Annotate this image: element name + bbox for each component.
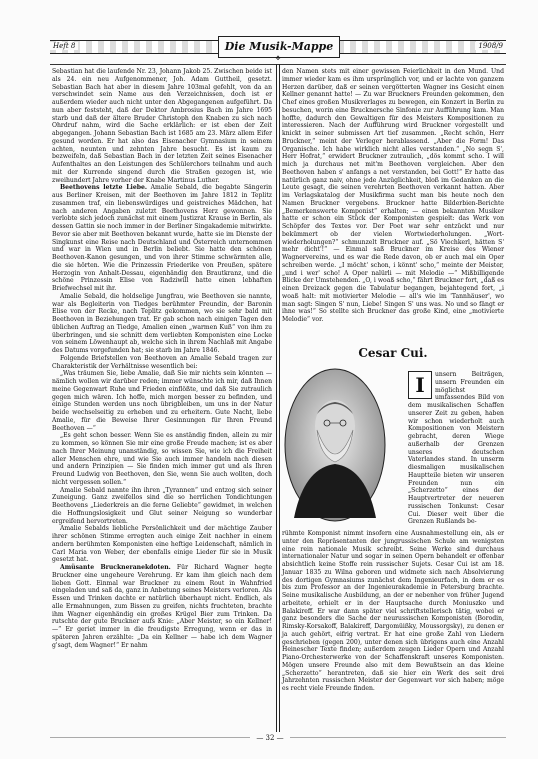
portrait-icon bbox=[284, 368, 386, 522]
header-ornament-icon: ✥ bbox=[275, 55, 281, 62]
page-number: — 32 — bbox=[250, 734, 290, 742]
magazine-title: Die Musik-Mappe bbox=[218, 36, 340, 58]
left-column bbox=[52, 68, 272, 649]
weber-paragraph: Amalie Sebalds liebliche Persönlichkeit und der mächtige Zauber ihrer schönen Stimme erregten auch einige Zeit nachher in einem andern berühmten Komponisten eine heftige Leidenschaft, nämlich in Carl Maria von Weber, der ebenfalls einige Lieder für sie in Musik gesetzt hat. bbox=[52, 525, 272, 564]
cui-intro-column bbox=[408, 371, 504, 526]
beethoven-paragraph: Amalie Sebald, die begabte Sängerin aus Berliner Kreisen, mit der Beethoven im Jahre 1812 in Teplitz zusammen traf, ein liebenswürdiges und geistreiches Mädchen, hat nach anderen Angaben zuletzt Beethovens Herz gewonnen. Sie verlobte sich jedoch zunächst mit einem Justizrat Krause in Berlin, als dessen Gattin sie noch immer in der Berliner Singakademie mitwirkte. Bevor sie aber mit Beethoven bekannt wurde, hatte sie im Dienste der Singkunst eine Reise nach Deutschland und Österreich unternommen und war in Wien und in Berlin beliebt. Sie hatte den schönen Beethoven-Kanon gesungen, und von ihrer Stimme schwärmten alle, die sie hörten. Wie die Prinzessin Friederike von Preußen, spätere Herzogin von Anhalt-Dessau, eigenhändig den Brautkranz, und die schöne Prinzessin Elise von Radziwill hatte einen lebhaften Briefwechsel mit ihr. bbox=[52, 184, 272, 292]
bruckner-heading: Amüsante Bruckneranekdoten. bbox=[60, 564, 171, 571]
bach-paragraph: Sebastian hat die laufende Nr. 23, Johann Jakob 25. Zwischen beide ist als 24. ein neu Aufgenommener, Joh. Adam Guttheil, gesetzt. Sebastian Bach hat aber in diesem Jahre 103mal gefehlt, von da an verschwindet sein Name aus den Verzeichnissen, doch ist er außerdem wieder auch nicht unter den Abgegangenen aufgeführt. Da nun aber feststeht, daß der Dektor Ambrosius Bach im Jahre 1695 starb und daß der ältere Bruder Christoph den Knaben zu sich nach Ohrdruf nahm, wird die Sache erklärlich: er ist eben der Zeit abgegangen. Johann Sebastian Bach ist 1685 am 23. März allem Eifer gesund worden. Er hat also das Eisenacher Gymnasium in seinem achten, neunten und zehnten Jahre besucht. Es ist kaum zu bezweifeln, daß Sebastian Bach in der letzten Zeit seines Eisenacher Aufenthaltes an den Leistungen des Schülerchors teilnahm und auch mit der Kurrende singend durch die Straßen gezogen ist, wie zweihundert Jahre vorher der Knabe Martinus Luther. bbox=[52, 68, 272, 184]
cui-biography: rühmte Komponist nimmt insofern eine Ausnahmestellung ein, als er unter den Repräsentanten der jungrussischen Schule am wenigsten eine rein nationale Musik schreibt. Seine Werke sind durchaus internationaler Natur und sogar in seinen Opern behandelt er offenbar absichtlich keine Stoffe rein russischer Sujets. Cesar Cui ist am 18. Januar 1835 zu Wilna geboren und widmete sich nach Absolvierung des dortigen Gymnasiums zunächst dem Ingenieurfach, in dem er es bis zum Professor an der Ingenieurakademie in Petersburg brachte. Seine musikalische Ausbildung, an der er nebenher von früher Jugend arbeitete, erhielt er in der Hauptsache durch Moniuszko und Balakireff. Er war dann später viel schriftstellerisch tätig, wobei er ganz besonders die Sache der neurussischen Komponisten (Borodin, Rimsky-Korsakoff, Balakireff, Dargomüißky, Moussorgsky), zu denen er ja auch gehört, eifrig vertrat. Er hat eine große Zahl von Liedern geschrieben (gegen 200), unter denen sich übrigens auch eine Anzahl Heinescher Texte finden; außerdem zeugen Lieder Opern und Anzahl Piano-Orchesterwerke von der Schaffenskraft unseres Komponisten. Mögen unsere Freunde also mit dem Bewußtsein an das kleine „Scherzetto“ herantreten, daß sie hier ein Werk des seit drei Jahrzehnten russischen Meister der Gegenwart vor sich haben; möge es recht viele Freunde finden. bbox=[282, 530, 504, 692]
issue-label: Heft 8 bbox=[50, 42, 78, 50]
page-header bbox=[50, 36, 506, 64]
letter-quote-1: „Was träumen Sie, liebe Amalie, daß Sie mir nichts sein könnten — nämlich wollen wir darüber reden; immer wünschte ich mir, daß Ihnen meine Gegenwart Ruhe und Frieden einflößte, und daß Sie zutraulich gegen mich wären. Ich hoffe, mich morgen besser zu befinden, und einige Stunden werden uns noch übrigbleiben, um uns in der Natur beide wechselseitig zu erheben und zu erheitern. Gute Nacht, liebe Amalie, für die Beweise Ihrer Gesinnungen für Ihren Freund Beethoven —“ bbox=[52, 370, 272, 432]
sebald-paragraph: Amalie Sebald, die holdselige Jungfrau, wie Beethoven sie nannte, war als Begleiterin von Tiedges berühmter Freundin, der Baronin Elise von der Recke, nach Teplitz gekommen, wo sie sehr bald mit Beethoven in Beziehungen trat. Er gab schon nach einigen Tagen den üblichen Auftrag an Tiedge, Amalien einen „warmen Kuß“ von ihm zu überbringen, und sie schnitt dem verliebten Komponisten eine Locke von seinem Löwenhaupt ab, welche sich in ihrem Nachlaß mit Angabe des Datums vorgefunden hat; sie starb im Jahre 1846. bbox=[52, 292, 272, 354]
cui-article-title: Cesar Cui. bbox=[358, 346, 428, 360]
dropcap-letter: I bbox=[408, 371, 432, 399]
tyrant-paragraph: Amalie Sebald nannte ihn ihren „Tyrannen“ und entzog sich seiner Zuneigung. Ganz zweifellos sind die so herrlichen Tondichtungen Beethovens „Liederkreis an die ferne Geliebte“ gewidmet, in welchen die Hoffnungslosigkeit und Glut seiner Neigung so wunderbar ergreifend hervortreten. bbox=[52, 486, 272, 525]
beethoven-heading: Beethovens letzte Liebe. bbox=[60, 184, 147, 192]
column-divider bbox=[276, 64, 280, 732]
cui-intro-text: unsern Beiträgen, unsern Freunden ein möglichst umfassendes Bild von dem musikalischen Schaffen unserer Zeit zu geben, haben wir schon wiederholt auch Kompositionen von Meistern gebracht, deren Wiege außerhalb der Grenzen unseres deutschen Vaterlandes stand. In unserm diesmaligen musikalischen Hauptteile bieten wir unseren Freunden nun ein „Scherzetto“ eines der Hauptvertreter der neueren russischen Tonkunst: Cesar Cui. Dieser weit über die Grenzen Rußlands be- bbox=[408, 371, 504, 526]
right-column-top bbox=[282, 68, 504, 324]
bruckner-continued: den Namen stets mit einer gewissen Feierlichkeit in den Mund. Und immer wieder kam es ihm ursprünglich vor, und er lachte von ganzem Herzen darüber, daß er seinen vergötterten Wagner ins Gesicht einen Kellner genannt hatte! — Zu war Bruckners Freunden gekommen, den Chef eines großen Musikverlages zu bewegen, ein Konzert in Berlin zu besuchen, worin eine Brucknersche Sinfonie zur Aufführung kam. Man hoffte, dadurch den Gewaltigen für des Meisters Kompositionen zu interessieren. Nach der Aufführung wird Bruckner vorgestellt und knickt in seiner submissen Art tief zusammen. „Recht schön, Herr Bruckner,“ meint der Verleger herablassend. „Aber die Form! Das Organische. Ich habe wirklich nicht alles verstanden.“ „No segn S', Herr Hofrat,“ erwidert Bruckner zutraulich, „dös kommt scho. I will mich ja durchaus net mit'm Beethoven vergleichen. Aber den Beethoven haben s' anfangs a net verstanden, bei Gott!“ Er hatte das natürlich ganz naiv, ohne jede Anzüglichkeit, bloß im Gedanken an die Leute gesagt, die seinen verehrten Beethoven verkannt hatten. Aber im Verlagskatalog der Musikfirma sucht man bis heute noch den Namen Bruckner vergebens. Bruckner hatte Bilderbien-Berichte „Bemerkenswerte Komponist“ erhalten; — einen bekannten Musiker hatte er schon ein Stück der Komponisten gespielt: das Werk von Schöpfer des Textes vor. Der Poet war sehr entzückt und nur bekümmert ob der vielen Wortwiederholungen. „Wort-wiederholungen?“ schmunzelt Bruckner auf. „Sö Viechkerl, hätten S' mehr dicht'!“ — Einmal saß Bruckner im Kreise des Wiener Wagnervereins, und es war die Rede davon, ob er auch mal ein Oper schreiben werde. „I möcht' schon, i könnt' scho,“ meinte der Meister, „und i wer' scho! A Oper nalürli — mit Melodie —“ Mißbilligende Blicke der Umstehenden. „O, i woaß scho,“ fährt Bruckner fort, „daß es einen Dreizack gegen die Tabulatur begangen, bejahtegend fort, „i woaß halt: mit motivierter Melodie — all's wie im 'Tannhäuser', wo man sagt: Singen S' nun, Liebe! Singen S' uns was. No und so fängt er ihne was!“ So stellte sich Bruckner das große Kind, eine „motivierte Melodie“ vor. bbox=[282, 68, 504, 323]
year-label: 1908/9 bbox=[475, 42, 506, 50]
cui-portrait-image bbox=[284, 368, 386, 522]
letters-intro: Folgende Briefstellen von Beethoven an Amalie Sebald tragen zur Charakteristik der Verhältnisse wesentlich bei: bbox=[52, 354, 272, 370]
bruckner-paragraph: Für Richard Wagner hegte Bruckner eine ungeheure Verehrung. Er kam ihm gleich nach dem lieben Gott. Einmal war Bruckner zu einem Rout in Wahnfried eingeladen und saß da, ganz in Anbetung seines Meisters verloren. Als Essen und Trinken dachte er natürlich überhaupt nicht. Endlich, als alle Ermahnungen, zum Bissen zu greifen, nichts fruchteten, brachte ihm Wagner eigenhändig ein großes Krügel Bier zum Trinken. Da rutschte der gute Bruckner aufs Knie: „Aber Meister, so ein Kellner! —“ Er geriet immer in die freudigste Erregung, wenn er das in späteren Jahren erzählte: „Da ein Kellner — habe ich dem Wagner g'sagt, dem Wagner!“ Er nahm bbox=[52, 564, 272, 649]
right-column-bottom bbox=[282, 530, 504, 693]
letter-quote-2: „Es geht schon besser. Wenn Sie es anständig finden, allein zu mir zu kommen, so können Sie mir eine große Freude machen; ist es aber nach Ihrer Meinung unanständig, so wissen Sie, wie ich die Freiheit aller Menschen ehre, und wie Sie auch immer handeln nach diesen und andern Prinzipien — Sie finden mich immer gut und als Ihren Freund Ludwig von Beethoven, den Sie, wenn Sie auch wollten, doch nicht vergessen sollen.“ bbox=[52, 432, 272, 486]
